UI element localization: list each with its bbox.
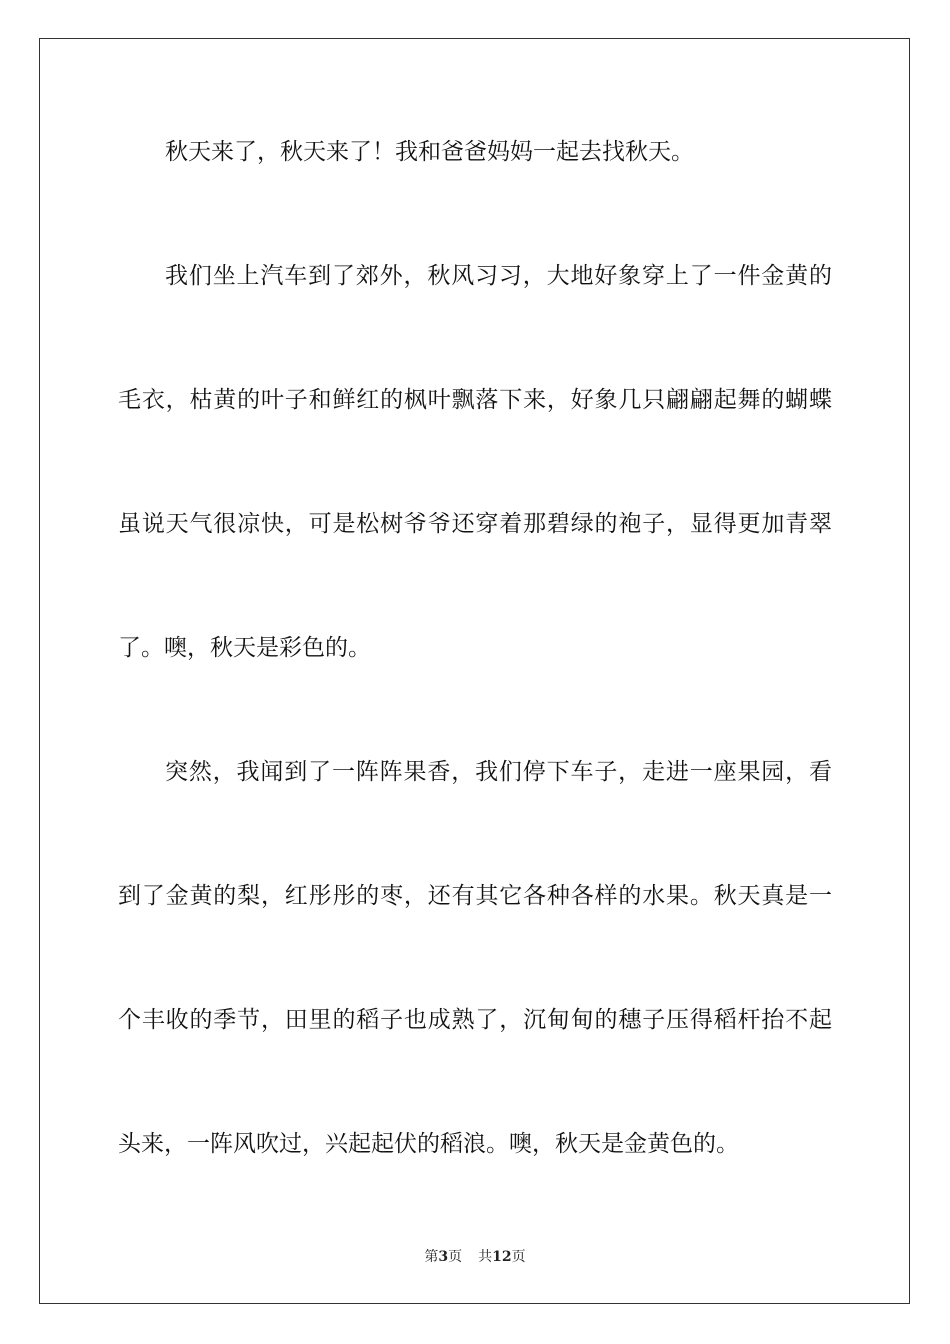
page-border — [39, 38, 910, 1304]
footer-total-suffix: 页 — [511, 1249, 526, 1265]
paragraph-3-line-3: 个丰收的季节，田里的稻子也成熟了，沉甸甸的穗子压得稻杆抬不起 — [118, 1007, 832, 1033]
footer-total-prefix: 共 — [478, 1249, 493, 1265]
footer-page-prefix: 第 — [424, 1249, 439, 1265]
paragraph-2-line-4: 了。噢，秋天是彩色的。 — [118, 635, 371, 661]
paragraph-1-line-1: 秋天来了，秋天来了！我和爸爸妈妈一起去找秋天。 — [165, 139, 694, 165]
footer-total-pages: 12 — [492, 1249, 512, 1265]
footer-page-number: 3 — [438, 1249, 449, 1265]
paragraph-2-line-2: 毛衣，枯黄的叶子和鲜红的枫叶飘落下来，好象几只翩翩起舞的蝴蝶 — [118, 387, 832, 413]
paragraph-3-line-4: 头来，一阵风吹过，兴起起伏的稻浪。噢，秋天是金黄色的。 — [118, 1131, 739, 1157]
paragraph-2-line-1: 我们坐上汽车到了郊外，秋风习习，大地好象穿上了一件金黄的 — [165, 263, 832, 289]
paragraph-3-line-1: 突然，我闻到了一阵阵果香，我们停下车子，走进一座果园，看 — [165, 759, 832, 785]
footer-page-suffix: 页 — [448, 1249, 463, 1265]
page-footer — [0, 1247, 950, 1267]
paragraph-3-line-2: 到了金黄的梨，红彤彤的枣，还有其它各种各样的水果。秋天真是一 — [118, 883, 832, 909]
paragraph-2-line-3: 虽说天气很凉快，可是松树爷爷还穿着那碧绿的袍子，显得更加青翠 — [118, 511, 832, 537]
